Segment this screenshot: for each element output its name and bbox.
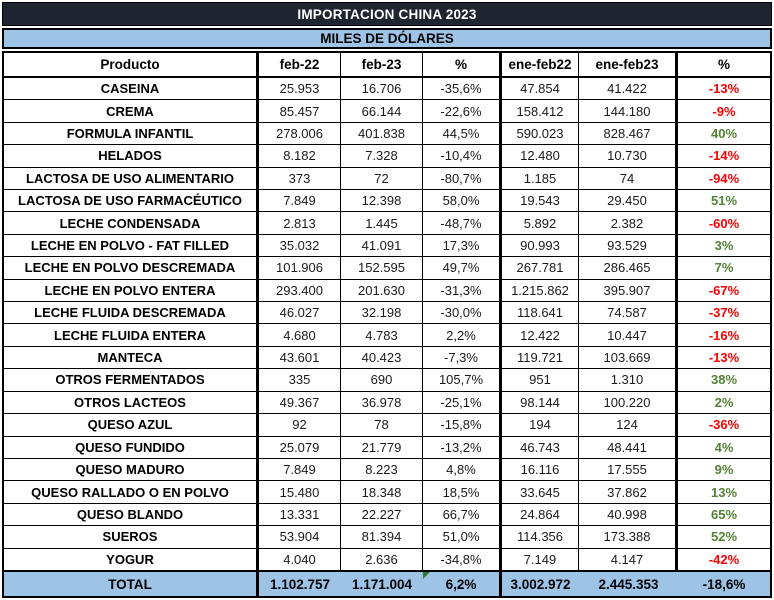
cell-pct-month: -30,0%: [423, 302, 502, 323]
header-feb22: feb-22: [259, 53, 341, 76]
cell-pct-month: 105,7%: [423, 369, 502, 390]
cell-enefeb23: 93.529: [579, 235, 678, 256]
cell-pct-month: 58,0%: [423, 190, 502, 211]
cell-pct-cumulative: 52%: [710, 529, 738, 545]
cell-feb23: 8.223: [341, 459, 423, 480]
cell-pct-cumulative: 2%: [714, 394, 734, 410]
cell-enefeb22: 46.743: [502, 437, 579, 458]
cell-enefeb23: 144.180: [579, 100, 678, 121]
cell-pct-month: 49,7%: [423, 257, 502, 278]
cell-enefeb23: 17.555: [579, 459, 678, 480]
cell-enefeb23: 1.310: [579, 369, 678, 390]
cell-product: LACTOSA DE USO ALIMENTARIO: [4, 168, 259, 189]
total-label: TOTAL: [4, 572, 259, 596]
product-row: [4, 347, 770, 369]
cell-pct-cumulative: 65%: [710, 506, 738, 522]
cell-enefeb22: 1.215.862: [502, 280, 579, 301]
product-row: [4, 100, 770, 122]
cell-feb23: 1.445: [341, 212, 423, 233]
cell-feb22: 15.480: [259, 481, 341, 502]
product-row: [4, 257, 770, 279]
cell-enefeb23: 286.465: [579, 257, 678, 278]
cell-pct-month: -31,3%: [423, 280, 502, 301]
cell-feb23: 690: [341, 369, 423, 390]
cell-feb22: 85.457: [259, 100, 341, 121]
cell-product: SUEROS: [4, 526, 259, 547]
cell-product: LECHE FLUIDA DESCREMADA: [4, 302, 259, 323]
cell-feb22: 335: [259, 369, 341, 390]
header-pct-cum: %: [717, 57, 730, 72]
excel-flag-triangle-icon: [423, 572, 430, 579]
cell-enefeb23: 828.467: [579, 123, 678, 144]
product-row: [4, 212, 770, 234]
cell-enefeb22: 24.864: [502, 504, 579, 525]
cell-enefeb23: 124: [579, 414, 678, 435]
cell-enefeb23: 395.907: [579, 280, 678, 301]
cell-feb23: 41.091: [341, 235, 423, 256]
cell-feb23: 16.706: [341, 78, 423, 99]
cell-enefeb22: 951: [502, 369, 579, 390]
cell-product: MANTECA: [4, 347, 259, 368]
product-row: [4, 549, 770, 570]
cell-feb22: 4.680: [259, 324, 341, 345]
cell-product: LECHE EN POLVO ENTERA: [4, 280, 259, 301]
header-row: [4, 53, 770, 78]
cell-product: CREMA: [4, 100, 259, 121]
cell-enefeb23: 48.441: [579, 437, 678, 458]
cell-enefeb23: 103.669: [579, 347, 678, 368]
cell-feb23: 40.423: [341, 347, 423, 368]
cell-pct-month: -34,8%: [423, 549, 502, 570]
cell-feb23: 66.144: [341, 100, 423, 121]
cell-feb23: 152.595: [341, 257, 423, 278]
cell-enefeb22: 19.543: [502, 190, 579, 211]
cell-feb22: 2.813: [259, 212, 341, 233]
cell-product: LACTOSA DE USO FARMACÉUTICO: [4, 190, 259, 211]
cell-enefeb22: 590.023: [502, 123, 579, 144]
cell-enefeb22: 47.854: [502, 78, 579, 99]
cell-enefeb23: 173.388: [579, 526, 678, 547]
cell-pct-cumulative: -16%: [708, 327, 740, 343]
product-row: [4, 526, 770, 548]
cell-pct-cumulative: -67%: [708, 282, 740, 298]
cell-feb22: 25.079: [259, 437, 341, 458]
cell-product: FORMULA INFANTIL: [4, 123, 259, 144]
cell-enefeb22: 194: [502, 414, 579, 435]
cell-product: LECHE EN POLVO DESCREMADA: [4, 257, 259, 278]
cell-pct-cumulative: -9%: [712, 103, 736, 119]
cell-feb22: 101.906: [259, 257, 341, 278]
cell-enefeb22: 12.480: [502, 145, 579, 166]
cell-pct-cumulative: 4%: [714, 439, 734, 455]
cell-feb22: 8.182: [259, 145, 341, 166]
cell-pct-month: 18,5%: [423, 481, 502, 502]
header-producto: Producto: [4, 53, 259, 76]
cell-pct-month: 4,8%: [423, 459, 502, 480]
product-row: [4, 123, 770, 145]
cell-pct-month: -25,1%: [423, 392, 502, 413]
import-table: [2, 51, 772, 598]
cell-pct-month: -22,6%: [423, 100, 502, 121]
cell-feb23: 22.227: [341, 504, 423, 525]
total-row: [4, 570, 770, 596]
cell-pct-cumulative: 7%: [714, 260, 734, 276]
cell-pct-month: 66,7%: [423, 504, 502, 525]
cell-enefeb23: 40.998: [579, 504, 678, 525]
cell-enefeb23: 29.450: [579, 190, 678, 211]
product-row: [4, 481, 770, 503]
cell-enefeb22: 118.641: [502, 302, 579, 323]
cell-feb23: 78: [341, 414, 423, 435]
cell-feb22: 46.027: [259, 302, 341, 323]
cell-feb22: 49.367: [259, 392, 341, 413]
cell-product: LECHE CONDENSADA: [4, 212, 259, 233]
cell-feb22: 278.006: [259, 123, 341, 144]
product-row: [4, 324, 770, 346]
total-feb23: 1.171.004: [351, 576, 413, 592]
cell-feb23: 32.198: [341, 302, 423, 323]
total-enefeb22: 3.002.972: [510, 576, 571, 592]
cell-enefeb22: 119.721: [502, 347, 579, 368]
cell-enefeb22: 5.892: [502, 212, 579, 233]
cell-feb22: 25.953: [259, 78, 341, 99]
cell-pct-month: -35,6%: [423, 78, 502, 99]
cell-feb22: 53.904: [259, 526, 341, 547]
cell-enefeb23: 2.382: [579, 212, 678, 233]
report-title: IMPORTACION CHINA 2023: [2, 2, 772, 26]
product-row: [4, 280, 770, 302]
cell-product: CASEINA: [4, 78, 259, 99]
cell-enefeb22: 158.412: [502, 100, 579, 121]
cell-pct-cumulative: -36%: [708, 417, 740, 433]
cell-pct-cumulative: 38%: [710, 372, 738, 388]
cell-enefeb23: 41.422: [579, 78, 678, 99]
cell-enefeb23: 37.862: [579, 481, 678, 502]
cell-product: LECHE EN POLVO - FAT FILLED: [4, 235, 259, 256]
cell-pct-month: 44,5%: [423, 123, 502, 144]
cell-product: YOGUR: [4, 549, 259, 570]
table-rows: [4, 78, 770, 570]
cell-pct-month: 17,3%: [423, 235, 502, 256]
cell-pct-cumulative: -37%: [708, 305, 740, 321]
cell-pct-cumulative: 40%: [710, 126, 738, 142]
product-row: [4, 459, 770, 481]
header-feb23: feb-23: [341, 53, 423, 76]
report-subtitle: MILES DE DÓLARES: [2, 28, 772, 49]
cell-feb23: 401.838: [341, 123, 423, 144]
cell-enefeb23: 10.447: [579, 324, 678, 345]
cell-pct-month: -80,7%: [423, 168, 502, 189]
cell-pct-month: 51,0%: [423, 526, 502, 547]
cell-enefeb22: 1.185: [502, 168, 579, 189]
product-row: [4, 78, 770, 100]
product-row: [4, 302, 770, 324]
cell-feb22: 373: [259, 168, 341, 189]
cell-pct-month: -10,4%: [423, 145, 502, 166]
cell-pct-cumulative: -94%: [708, 170, 740, 186]
cell-enefeb22: 12.422: [502, 324, 579, 345]
cell-enefeb22: 267.781: [502, 257, 579, 278]
cell-pct-cumulative: 13%: [710, 484, 738, 500]
cell-enefeb23: 10.730: [579, 145, 678, 166]
product-row: [4, 369, 770, 391]
cell-pct-cumulative: 51%: [710, 193, 738, 209]
total-feb22: 1.102.757: [269, 576, 331, 592]
cell-product: QUESO MADURO: [4, 459, 259, 480]
product-row: [4, 145, 770, 167]
cell-pct-cumulative: 9%: [714, 462, 734, 478]
header-enefeb22: ene-feb22: [502, 53, 579, 76]
cell-pct-month: -13,2%: [423, 437, 502, 458]
total-enefeb23: 2.445.353: [598, 576, 659, 592]
cell-enefeb23: 100.220: [579, 392, 678, 413]
product-row: [4, 437, 770, 459]
product-row: [4, 168, 770, 190]
cell-pct-month: -48,7%: [423, 212, 502, 233]
cell-pct-cumulative: -42%: [708, 551, 740, 567]
cell-feb23: 201.630: [341, 280, 423, 301]
cell-feb22: 35.032: [259, 235, 341, 256]
cell-product: QUESO BLANDO: [4, 504, 259, 525]
cell-enefeb22: 7.149: [502, 549, 579, 570]
cell-feb23: 7.328: [341, 145, 423, 166]
product-row: [4, 504, 770, 526]
total-pct-month: [423, 572, 502, 596]
cell-pct-cumulative: -13%: [708, 81, 740, 97]
cell-enefeb23: 74.587: [579, 302, 678, 323]
cell-feb22: 4.040: [259, 549, 341, 570]
cell-feb23: 12.398: [341, 190, 423, 211]
cell-pct-cumulative: 3%: [714, 238, 734, 254]
cell-feb23: 81.394: [341, 526, 423, 547]
cell-feb22: 43.601: [259, 347, 341, 368]
product-row: [4, 190, 770, 212]
cell-feb23: 4.783: [341, 324, 423, 345]
cell-enefeb22: 90.993: [502, 235, 579, 256]
cell-feb22: 7.849: [259, 190, 341, 211]
cell-product: LECHE FLUIDA ENTERA: [4, 324, 259, 345]
cell-enefeb23: 4.147: [579, 549, 678, 570]
cell-feb23: 36.978: [341, 392, 423, 413]
product-row: [4, 414, 770, 436]
cell-enefeb22: 98.144: [502, 392, 579, 413]
cell-pct-month: -7,3%: [423, 347, 502, 368]
cell-product: OTROS LACTEOS: [4, 392, 259, 413]
cell-pct-cumulative: -14%: [708, 148, 740, 164]
cell-feb22: 92: [259, 414, 341, 435]
total-pct-month-value: 6,2%: [445, 576, 477, 592]
cell-feb22: 13.331: [259, 504, 341, 525]
cell-feb22: 293.400: [259, 280, 341, 301]
header-pct-month: %: [423, 53, 502, 76]
cell-product: QUESO AZUL: [4, 414, 259, 435]
cell-enefeb22: 16.116: [502, 459, 579, 480]
cell-feb23: 18.348: [341, 481, 423, 502]
cell-pct-cumulative: -13%: [708, 350, 740, 366]
cell-enefeb23: 74: [579, 168, 678, 189]
cell-pct-month: 2,2%: [423, 324, 502, 345]
product-row: [4, 235, 770, 257]
cell-feb22: 7.849: [259, 459, 341, 480]
cell-product: QUESO RALLADO O EN POLVO: [4, 481, 259, 502]
cell-product: HELADOS: [4, 145, 259, 166]
cell-pct-cumulative: -60%: [708, 215, 740, 231]
total-pct-cum: -18,6%: [702, 576, 746, 592]
cell-product: QUESO FUNDIDO: [4, 437, 259, 458]
cell-enefeb22: 33.645: [502, 481, 579, 502]
cell-feb23: 21.779: [341, 437, 423, 458]
header-enefeb23: ene-feb23: [579, 53, 678, 76]
cell-feb23: 2.636: [341, 549, 423, 570]
cell-feb23: 72: [341, 168, 423, 189]
cell-product: OTROS FERMENTADOS: [4, 369, 259, 390]
cell-pct-month: -15,8%: [423, 414, 502, 435]
product-row: [4, 392, 770, 414]
cell-enefeb22: 114.356: [502, 526, 579, 547]
